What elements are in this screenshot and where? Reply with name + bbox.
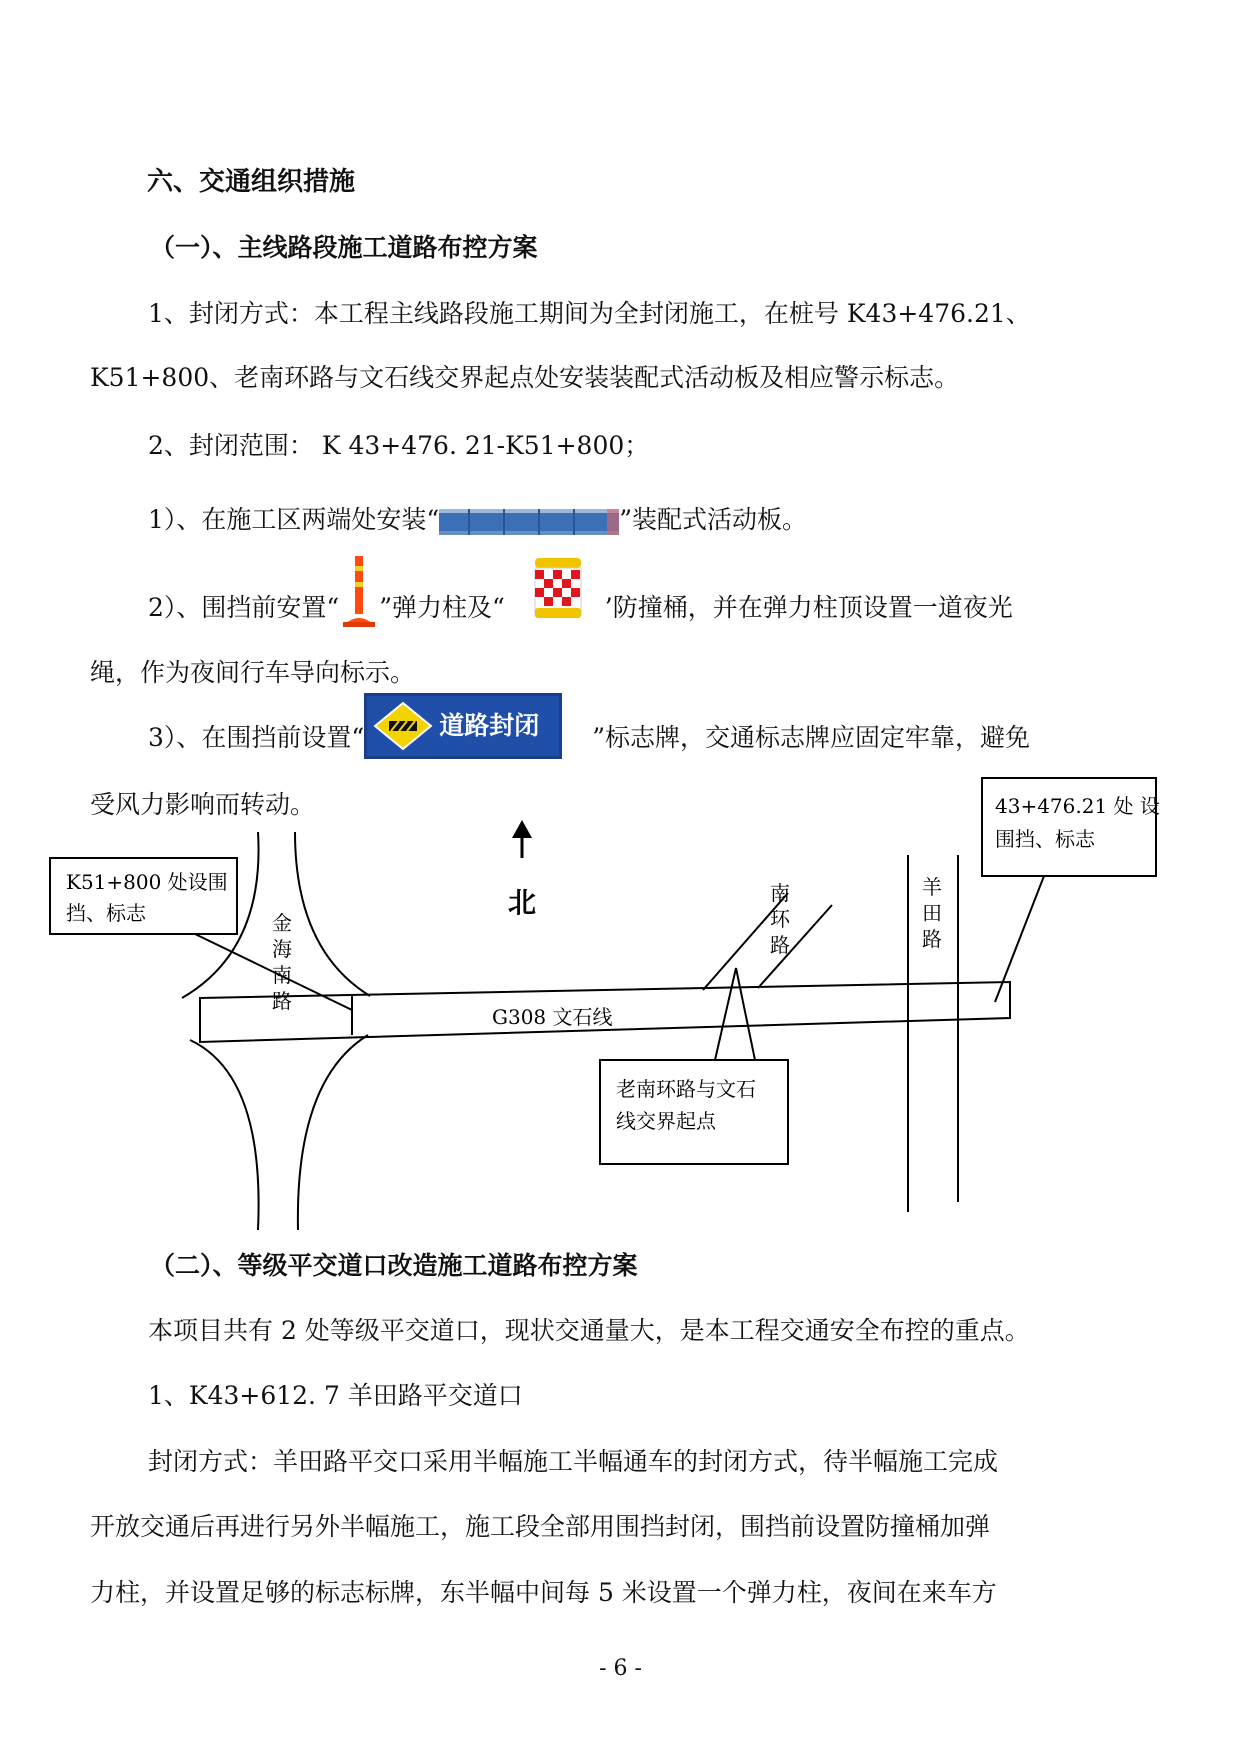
paragraph-line: 1、封闭方式：本工程主线路段施工期间为全封闭施工，在桩号 K43+476.21、 [148, 299, 1031, 328]
subsection-title-2: （二）、等级平交道口改造施工道路布控方案 [150, 1251, 638, 1280]
barrier-board-icon [439, 505, 619, 539]
paragraph-line: 封闭方式：羊田路平交口采用半幅施工半幅通车的封闭方式，待半幅施工完成 [148, 1447, 999, 1476]
road-closed-sign [364, 693, 562, 759]
jinhai-road-label-2: 海 [272, 937, 292, 961]
item3-text-pre: 3）、在围挡前设置“ [148, 723, 365, 752]
nanhuan-road-label-1: 南 [770, 881, 790, 905]
paragraph-line: 受风力影响而转动。 [90, 790, 316, 819]
item2-text-pre: 2）、围挡前安置“ [148, 593, 340, 622]
paragraph-line: 1、K43+612. 7 羊田路平交道口 [148, 1381, 523, 1410]
callout-k43-line1: 43+476.21 处 设 [995, 794, 1160, 818]
jinhai-road-label-3: 南 [272, 963, 292, 987]
north-label: 北 [508, 886, 537, 919]
paragraph-line: 绳，作为夜间行车导向标示。 [90, 658, 416, 687]
crash-barrel-icon [505, 554, 605, 626]
callout-k51-line1: K51+800 处设围 [66, 870, 228, 894]
callout-junction-line2: 线交界起点 [616, 1109, 716, 1133]
list-item-2 [148, 590, 1013, 628]
item2-text-post: ’防撞桶，并在弹力柱顶设置一道夜光 [604, 593, 1013, 622]
main-road-label: G308 文石线 [492, 1005, 613, 1029]
north-arrow-icon [512, 820, 532, 858]
paragraph-line: K51+800、老南环路与文石线交界起点处安装装配式活动板及相应警示标志。 [90, 363, 960, 392]
jinhai-road-label-4: 路 [272, 989, 292, 1013]
paragraph-line: 本项目共有 2 处等级平交道口，现状交通量大，是本工程交通安全布控的重点。 [148, 1316, 1030, 1345]
sign-text: 道路封闭 [439, 710, 540, 740]
section-title: 六、交通组织措施 [147, 167, 356, 197]
callout-k51-line2: 挡、标志 [66, 901, 146, 925]
item1-text-pre: 1）、在施工区两端处安装“ [148, 505, 440, 534]
list-item-1 [148, 502, 807, 539]
warning-diamond-icon [373, 701, 433, 751]
callout-k43-line2: 围挡、标志 [995, 827, 1095, 851]
item1-text-post: ”装配式活动板。 [619, 505, 807, 534]
yangtian-road-label-1: 羊 [922, 875, 942, 899]
nanhuan-road-label-3: 路 [770, 933, 790, 957]
callout-junction-line1: 老南环路与文石 [616, 1077, 756, 1101]
yangtian-road-label-3: 路 [922, 927, 942, 951]
list-item-3 [148, 710, 1030, 759]
paragraph-line: 2、封闭范围： K 43+476. 21-K51+800； [148, 431, 650, 460]
nanhuan-road-label-2: 环 [770, 907, 790, 931]
item3-text-post: ”标志牌，交通标志牌应固定牢靠，避免 [592, 723, 1030, 752]
flexible-bollard-icon [339, 552, 379, 628]
item2-text-mid: ”弹力柱及“ [379, 593, 505, 622]
page-number: - 6 - [599, 1656, 642, 1681]
yangtian-road-label-2: 田 [922, 901, 942, 925]
paragraph-line: 开放交通后再进行另外半幅施工，施工段全部用围挡封闭，围挡前设置防撞桶加弹 [90, 1512, 991, 1541]
paragraph-line: 力柱，并设置足够的标志标牌，东半幅中间每 5 米设置一个弹力柱，夜间在来车方 [90, 1578, 997, 1607]
subsection-title-1: （一）、主线路段施工道路布控方案 [150, 233, 538, 262]
jinhai-road-label-1: 金 [272, 911, 292, 935]
